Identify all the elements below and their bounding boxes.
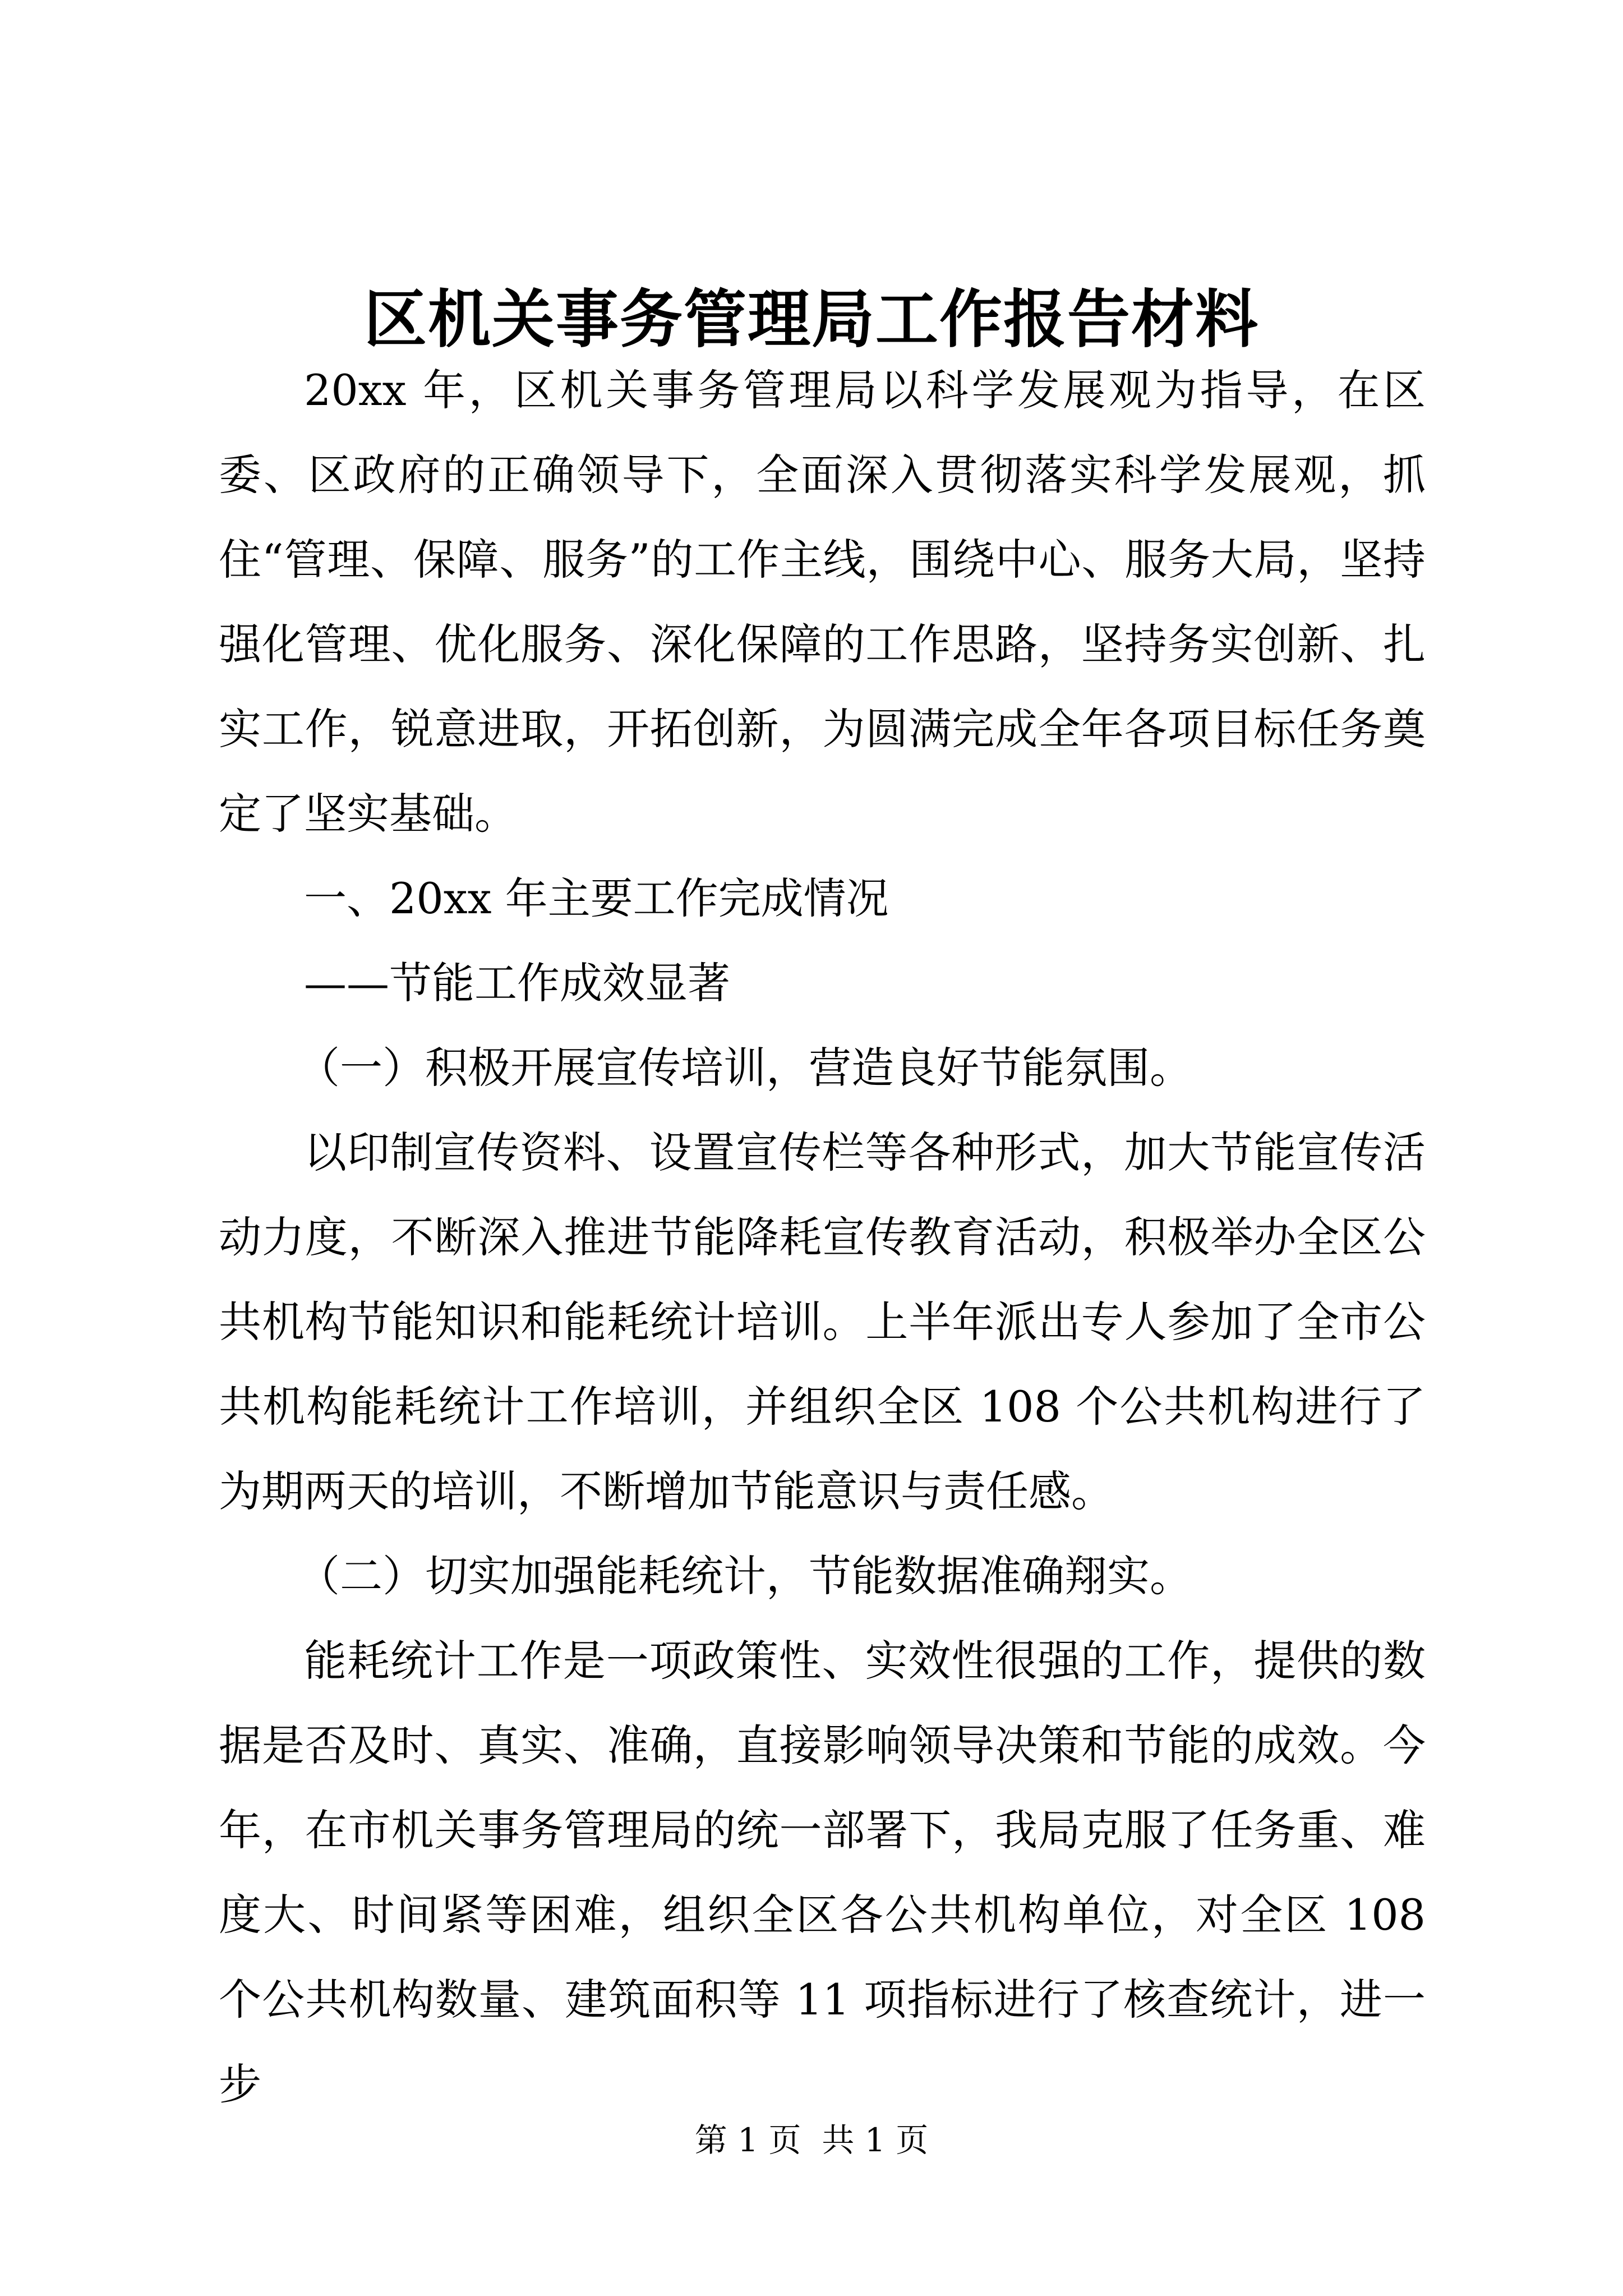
paragraph-energy-statistics: 能耗统计工作是一项政策性、实效性很强的工作，提供的数据是否及时、真实、准确，直接影响领导决策和节能的成效。今年，在市机关事务管理局的统一部署下，我局克服了任务重、难度大、时间紧等困难，组织全区各公共机构单位，对全区 108 个公共机构数量、建筑面积等 11 项指标进行了核查统计，进一步	[219, 1636, 1426, 2109]
document-body	[219, 348, 1426, 2127]
paragraph-publicity-training: 以印制宣传资料、设置宣传栏等各种形式，加大节能宣传活动力度，不断深入推进节能降耗宣传教育活动，积极举办全区公共机构节能知识和能耗统计培训。上半年派出专人参加了全市公共机构能耗统计工作培训，并组织全区 108 个公共机构进行了为期两天的培训，不断增加节能意识与责任感。	[219, 1128, 1426, 1516]
item-heading-1: （一）积极开展宣传培训，营造良好节能氛围。	[297, 1043, 1192, 1093]
document-title: 区机关事务管理局工作报告材料	[364, 283, 1259, 356]
subsection-heading-energy: ——节能工作成效显著	[304, 958, 730, 1008]
intro-paragraph: 20xx 年，区机关事务管理局以科学发展观为指导，在区委、区政府的正确领导下，全面深入贯彻落实科学发展观，抓住“管理、保障、服务”的工作主线，围绕中心、服务大局，坚持强化管理、优化服务、深化保障的工作思路，坚持务实创新、扎实工作，锐意进取，开拓创新，为圆满完成全年各项目标任务奠定了坚实基础。	[219, 365, 1426, 839]
section-heading-1: 一、20xx 年主要工作完成情况	[304, 873, 889, 923]
item-heading-2: （二）切实加强能耗统计，节能数据准确翔实。	[297, 1551, 1192, 1601]
page-footer: 第 1 页 共 1 页	[694, 2121, 929, 2159]
